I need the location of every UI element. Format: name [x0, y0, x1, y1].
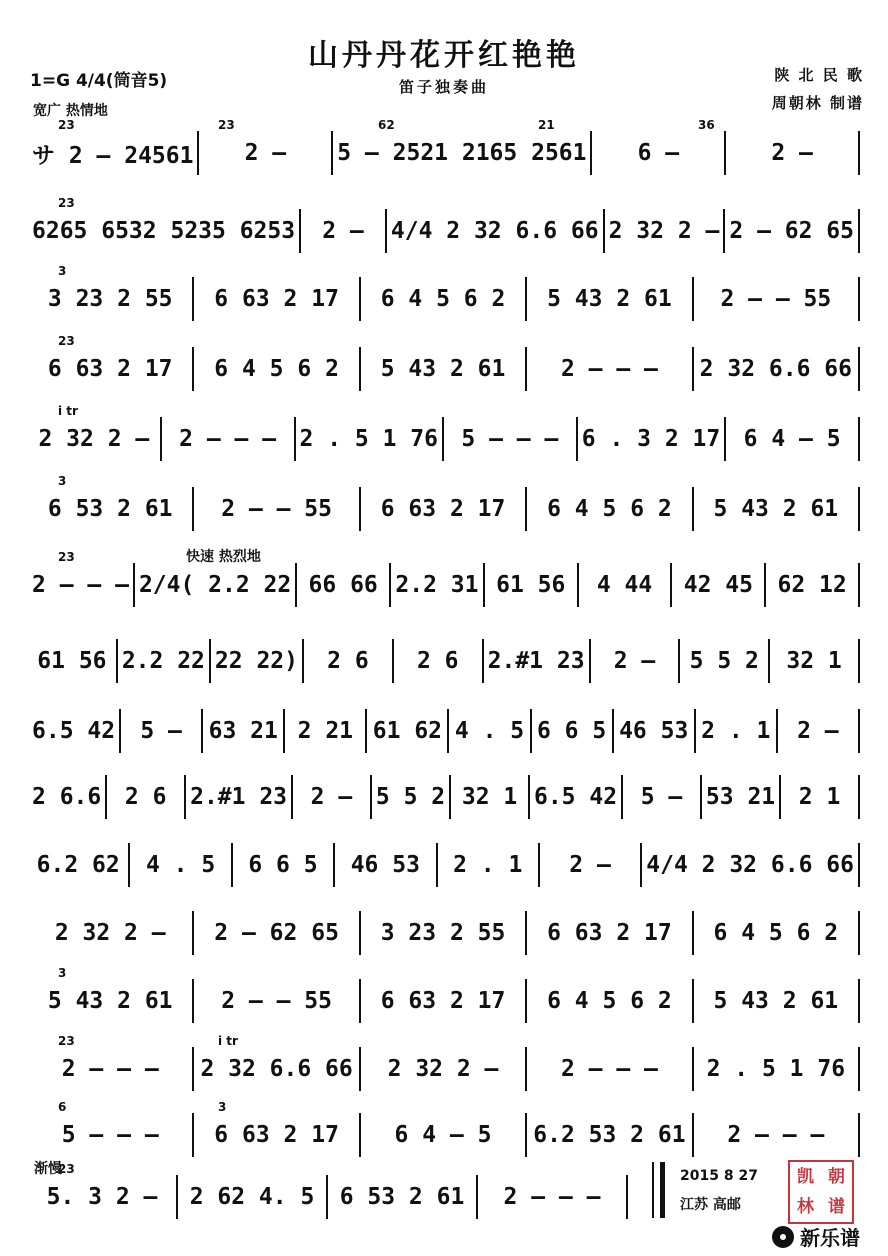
- measure: 6 4 – 5: [726, 417, 860, 461]
- measure: 46 53: [335, 843, 437, 887]
- measure: 2 32 2 –: [28, 417, 162, 461]
- measure: 6 63 2 17: [194, 1113, 360, 1157]
- staff-row: [28, 334, 860, 394]
- final-barline: [652, 1162, 665, 1218]
- grace-note: 23: [58, 1162, 75, 1176]
- measure: 5 – 2521 2165 2561: [333, 131, 592, 175]
- staff-row: [28, 118, 860, 178]
- arranger-credit: 周朝林 制谱: [771, 94, 864, 112]
- measure: 6 6 5: [532, 709, 614, 753]
- key-signature: 1=G 4/4(筒音5): [30, 71, 168, 91]
- grace-note: 3: [218, 1100, 227, 1114]
- place-label: 江苏 高邮: [680, 1197, 741, 1213]
- measure: 5 43 2 61: [361, 347, 527, 391]
- measure: 2 – – –: [478, 1175, 628, 1219]
- grace-note: 21: [538, 118, 555, 132]
- measure: 32 1: [770, 639, 860, 683]
- measure: 62 12: [766, 563, 860, 607]
- grace-note: 6: [58, 1100, 67, 1114]
- score-subtitle: 笛子独奏曲: [398, 78, 489, 96]
- measure: 2 –: [301, 209, 387, 253]
- measure: 2 – – –: [162, 417, 296, 461]
- staff-row: [28, 908, 860, 958]
- measure: 2 32 6.6 66: [194, 1047, 360, 1091]
- measure: 6 –: [592, 131, 726, 175]
- grace-note: 23: [58, 196, 75, 210]
- measure: 2 –: [591, 639, 681, 683]
- measure: 2 . 5 1 76: [694, 1047, 860, 1091]
- grace-note: 23: [58, 118, 75, 132]
- measure: 6 4 5 6 2: [527, 487, 693, 531]
- origin-credit: 陕 北 民 歌: [774, 66, 864, 84]
- measure: 6 63 2 17: [194, 277, 360, 321]
- measure: 42 45: [672, 563, 766, 607]
- measure: 5 – – –: [28, 1113, 194, 1157]
- seal-char: 谱: [828, 1196, 845, 1217]
- measure: 5 –: [623, 775, 702, 819]
- measure: サ 2 – 24561: [28, 131, 199, 175]
- measure: 2 6: [107, 775, 186, 819]
- score-title: 山丹丹花开红艳艳: [308, 38, 580, 73]
- measure: 2 – – 55: [194, 487, 360, 531]
- staff-row: [28, 474, 860, 534]
- measure: 2.#1 23: [186, 775, 293, 819]
- measure: 2 – – –: [694, 1113, 860, 1157]
- staff-row: [28, 264, 860, 324]
- tempo-marking-fast: 快速 热烈地: [186, 549, 261, 565]
- staff-row: [28, 1100, 860, 1160]
- measure: 2 – – –: [28, 1047, 194, 1091]
- measure: 6 63 2 17: [527, 911, 693, 955]
- measure: 61 56: [485, 563, 579, 607]
- measure: 2 6: [394, 639, 484, 683]
- measure: 2 32 2 –: [361, 1047, 527, 1091]
- measure: 2 – 62 65: [725, 209, 860, 253]
- measure: 2 – – 55: [194, 979, 360, 1023]
- measure: 2 32 6.6 66: [694, 347, 860, 391]
- measure: 6.2 53 2 61: [527, 1113, 693, 1157]
- grace-note: 23: [58, 550, 75, 564]
- grace-note: 36: [698, 118, 715, 132]
- measure: 2 6.6: [28, 775, 107, 819]
- staff-row: [28, 404, 860, 464]
- measure: 2.#1 23: [484, 639, 591, 683]
- measure: 6 63 2 17: [28, 347, 194, 391]
- measure: 4 . 5: [449, 709, 531, 753]
- measure: 4/4 2 32 6.6 66: [642, 843, 860, 887]
- seal-stamp: [788, 1160, 854, 1224]
- measure: 63 21: [203, 709, 285, 753]
- staff-row: [28, 636, 860, 686]
- measure: 5 5 2: [372, 775, 451, 819]
- measure: 61 62: [367, 709, 449, 753]
- measure: 46 53: [614, 709, 696, 753]
- tempo-marking-ending: 渐慢: [34, 1161, 62, 1177]
- measure: 2 32 2 –: [28, 911, 194, 955]
- measure: 2/4( 2.2 22: [135, 563, 297, 607]
- measure: 6265 6532 5235 6253: [28, 209, 301, 253]
- measure: 2.2 22: [118, 639, 211, 683]
- measure: 6 63 2 17: [361, 979, 527, 1023]
- measure: 6 53 2 61: [328, 1175, 478, 1219]
- measure: 2 –: [778, 709, 860, 753]
- staff-row: [28, 1034, 860, 1094]
- measure: 2 . 1: [696, 709, 778, 753]
- grace-note: 23: [58, 334, 75, 348]
- grace-note: 23: [58, 1034, 75, 1048]
- measure: 5 –: [121, 709, 203, 753]
- staff-row: [28, 196, 860, 256]
- grace-note: 23: [218, 118, 235, 132]
- measure: 5 43 2 61: [28, 979, 194, 1023]
- measure: 2 – – –: [527, 347, 693, 391]
- measure: 2 32 2 –: [605, 209, 726, 253]
- measure: 4 . 5: [130, 843, 232, 887]
- measure: 2 –: [726, 131, 860, 175]
- measure: 6 4 – 5: [361, 1113, 527, 1157]
- measure: 2 –: [540, 843, 642, 887]
- measure: 6.5 42: [28, 709, 121, 753]
- measure: 6 6 5: [233, 843, 335, 887]
- staff-row: [28, 706, 860, 756]
- staff-row: [28, 966, 860, 1026]
- seal-char: 凯: [797, 1166, 814, 1187]
- measure: 32 1: [451, 775, 530, 819]
- measure: 2 62 4. 5: [178, 1175, 328, 1219]
- staff-row: [28, 772, 860, 822]
- measure: 53 21: [702, 775, 781, 819]
- measure: 2 1: [781, 775, 860, 819]
- grace-note: 3: [58, 474, 67, 488]
- measure: 5 43 2 61: [694, 979, 860, 1023]
- measure: 3 23 2 55: [28, 277, 194, 321]
- measure: 5 43 2 61: [527, 277, 693, 321]
- tempo-marking-opening: 宽广 热情地: [33, 103, 108, 119]
- measure: 6 4 5 6 2: [361, 277, 527, 321]
- seal-char: 林: [797, 1196, 814, 1217]
- measure: 6 4 5 6 2: [527, 979, 693, 1023]
- measure: 2 – – –: [28, 563, 135, 607]
- site-logo: [772, 1222, 860, 1251]
- grace-note: i tr: [218, 1034, 238, 1048]
- logo-text: 新乐谱: [800, 1226, 860, 1250]
- measure: 4/4 2 32 6.6 66: [387, 209, 605, 253]
- measure: 2 6: [304, 639, 394, 683]
- measure: 2 – – 55: [694, 277, 860, 321]
- measure: 22 22): [211, 639, 304, 683]
- measure: 2.2 31: [391, 563, 485, 607]
- measure: 61 56: [28, 639, 118, 683]
- measure: 5 5 2: [680, 639, 770, 683]
- measure: 6 53 2 61: [28, 487, 194, 531]
- grace-note: i tr: [58, 404, 78, 418]
- measure: 6 4 5 6 2: [694, 911, 860, 955]
- measure: 2 21: [285, 709, 367, 753]
- measure: 6 . 3 2 17: [578, 417, 726, 461]
- measure: 2 –: [199, 131, 333, 175]
- measure: 5 – – –: [444, 417, 578, 461]
- measure: 66 66: [297, 563, 391, 607]
- measure: 3 23 2 55: [361, 911, 527, 955]
- measure: 2 . 5 1 76: [296, 417, 444, 461]
- measure: 5 43 2 61: [694, 487, 860, 531]
- measure: 6.5 42: [530, 775, 623, 819]
- seal-char: 朝: [828, 1166, 845, 1187]
- measure: 4 44: [579, 563, 673, 607]
- measure: 2 – 62 65: [194, 911, 360, 955]
- measure: 6.2 62: [28, 843, 130, 887]
- staff-row: [28, 840, 860, 890]
- grace-note: 3: [58, 264, 67, 278]
- measure: 2 –: [293, 775, 372, 819]
- date-label: 2015 8 27: [680, 1168, 758, 1184]
- measure: 2 . 1: [438, 843, 540, 887]
- grace-note: 62: [378, 118, 395, 132]
- record-disc-icon: [772, 1226, 794, 1248]
- measure: 6 63 2 17: [361, 487, 527, 531]
- grace-note: 3: [58, 966, 67, 980]
- measure: 6 4 5 6 2: [194, 347, 360, 391]
- measure: 5. 3 2 –: [28, 1175, 178, 1219]
- measure: 2 – – –: [527, 1047, 693, 1091]
